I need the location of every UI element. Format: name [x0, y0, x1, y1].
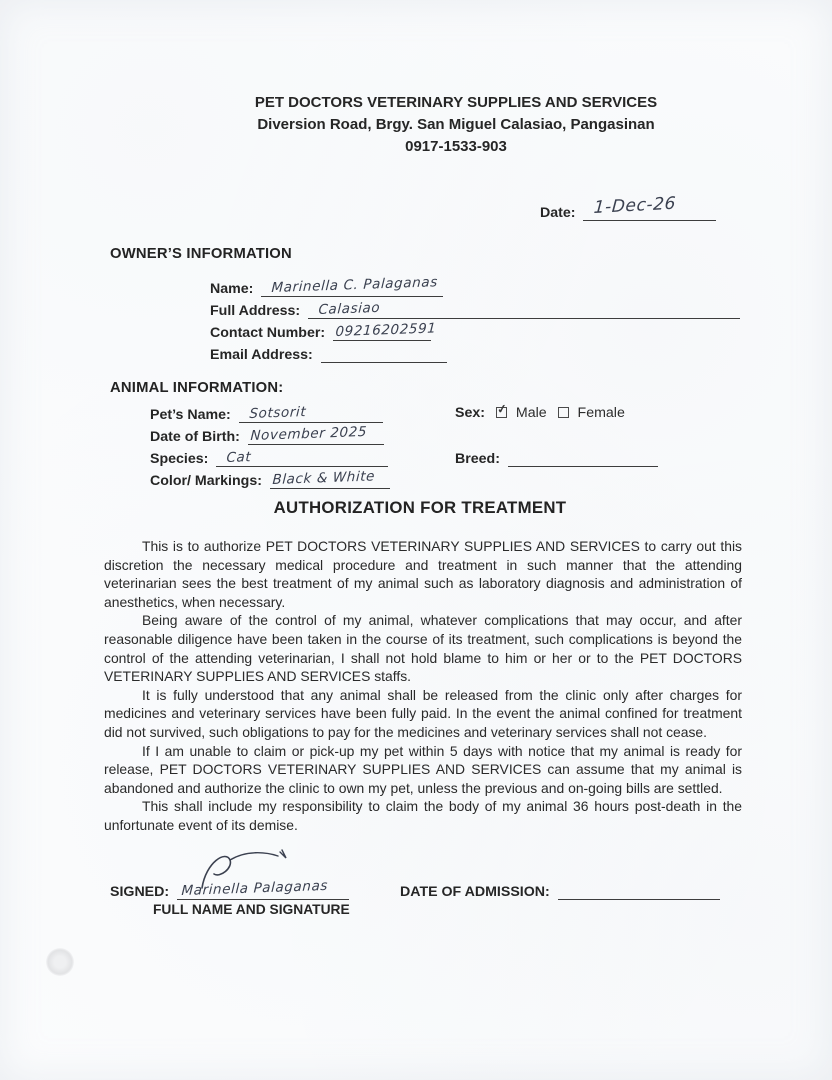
pet-species-handwritten-value: Cat	[226, 449, 252, 466]
pet-name-label: Pet’s Name:	[150, 407, 231, 423]
owner-address-row	[210, 301, 740, 319]
pet-dob-underline	[248, 423, 384, 445]
authorization-paragraph: If I am unable to claim or pick-up my pet within 5 days with notice that my animal is ready for release, PET DOCTORS VETERINARY SUPPLIES AND SERVICES can assume that my animal is abandoned and authorize the clinic to own my pet, unless the previous and on-going bills are settled.	[104, 742, 742, 796]
pet-species-label: Species:	[150, 451, 209, 467]
admission-date-row	[400, 882, 720, 900]
signed-caption: FULL NAME AND SIGNATURE	[153, 902, 350, 917]
clinic-address: Diversion Road, Brgy. San Miguel Calasiao, Pangasinan	[257, 116, 655, 133]
authorization-paragraph: Being aware of the control of my animal, whatever complications that may occur, and after reasonable diligence have been taken in the course of its treatment, such complications is beyond the control of the attending veterinarian, I shall not hold blame to him or her or to the PET DOCTORS VETERINARY SUPPLIES AND SERVICES staffs.	[104, 612, 742, 685]
male-check-mark: ✓	[495, 401, 508, 417]
pet-dob-row	[150, 423, 384, 445]
owner-section-heading: OWNER’S INFORMATION	[110, 246, 292, 262]
breed-underline	[508, 449, 658, 467]
owner-contact-row	[210, 320, 437, 341]
female-label: Female	[577, 405, 625, 421]
admission-date-label: DATE OF ADMISSION:	[400, 884, 550, 900]
pet-color-underline	[270, 468, 390, 489]
owner-address-handwritten-value: Calasiao	[318, 299, 381, 318]
authorization-paragraph: This is to authorize PET DOCTORS VETERINARY SUPPLIES AND SERVICES to carry out this discretion the necessary medical procedure and treatment in such manner that the attending veterinarian sees the best treatment of my animal such as laboratory diagnosis and administration of anesthetics, when necessary.	[104, 538, 742, 610]
owner-name-row	[210, 274, 443, 297]
breed-label: Breed:	[455, 451, 500, 467]
breed-row	[455, 449, 658, 467]
owner-name-label: Name:	[210, 281, 254, 297]
admission-date-underline	[558, 882, 720, 900]
pet-color-label: Color/ Markings:	[150, 473, 262, 489]
owner-contact-label: Contact Number:	[210, 325, 326, 341]
pet-name-row	[150, 405, 383, 423]
signed-handwritten-value: Marinella Palaganas	[181, 877, 329, 899]
pet-color-handwritten-value: Black & White	[271, 468, 376, 488]
male-checkbox	[495, 401, 508, 418]
pet-dob-label: Date of Birth:	[150, 429, 240, 445]
sex-label: Sex:	[455, 405, 485, 421]
clinic-name: PET DOCTORS VETERINARY SUPPLIES AND SERVICES	[254, 94, 658, 111]
date-handwritten-value: 1-Dec-26	[593, 193, 678, 218]
authorization-title: AUTHORIZATION FOR TREATMENT	[273, 498, 567, 517]
clinic-header	[80, 92, 832, 158]
authorization-paragraph: It is fully understood that any animal shall be released from the clinic only after charges for medicines and veterinary services have been fully paid. In the event the animal confined for treatment did not survived, such obligations to pay for the medicines and veterinary services shall not cease.	[104, 686, 742, 740]
animal-section-heading: ANIMAL INFORMATION:	[110, 380, 284, 396]
signed-underline	[177, 877, 349, 900]
clinic-phone: 0917-1533-903	[405, 138, 507, 155]
owner-address-underline	[308, 301, 740, 319]
female-checkbox	[558, 407, 569, 418]
signed-row	[110, 877, 349, 900]
date-label: Date:	[540, 205, 576, 221]
pet-name-underline	[239, 405, 383, 423]
pet-dob-handwritten-value: November 2025	[249, 423, 368, 444]
owner-name-handwritten-value: Marinella C. Palaganas	[271, 274, 439, 296]
owner-address-label: Full Address:	[210, 303, 301, 319]
owner-email-label: Email Address:	[210, 347, 313, 363]
sex-row	[455, 401, 625, 421]
authorization-paragraph: This shall include my responsibility to claim the body of my animal 36 hours post-death in the unfortunate event of its demise.	[104, 798, 742, 833]
scan-smudge	[46, 948, 74, 976]
authorization-body	[104, 537, 742, 835]
signed-label: SIGNED:	[110, 884, 170, 900]
male-label: Male	[515, 405, 547, 421]
pet-color-row	[150, 468, 390, 489]
owner-email-row	[210, 345, 447, 363]
owner-email-underline	[321, 345, 447, 363]
owner-contact-underline	[333, 320, 437, 341]
pet-name-handwritten-value: Sotsorit	[248, 403, 307, 422]
date-row	[540, 193, 716, 221]
owner-contact-handwritten-value: 09216202591	[335, 320, 437, 340]
date-underline	[583, 193, 716, 221]
pet-species-row	[150, 449, 388, 467]
owner-name-underline	[261, 274, 443, 297]
pet-species-underline	[216, 449, 388, 467]
